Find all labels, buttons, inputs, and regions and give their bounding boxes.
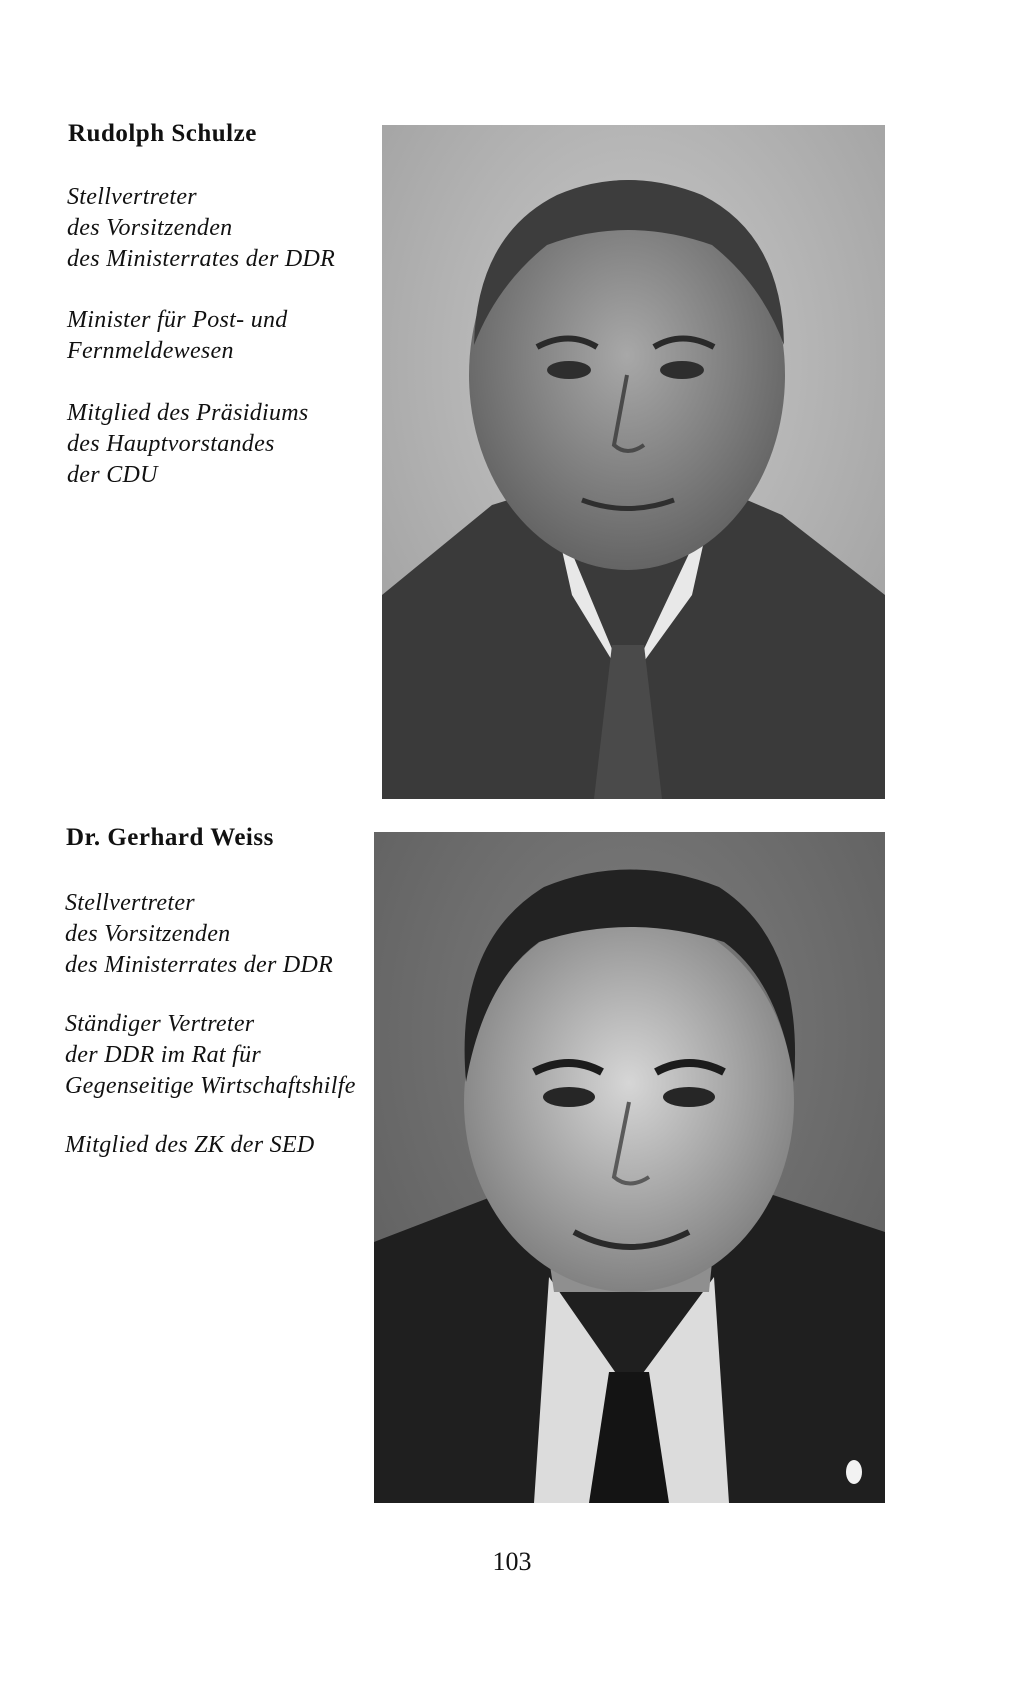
role-text: Stellvertreter des Vorsitzenden des Ministerrates der DDR — [65, 890, 334, 978]
portrait-photo — [374, 832, 885, 1503]
role-text: Mitglied des Präsidiums des Hauptvorstandes der CDU — [67, 400, 309, 488]
portrait-photo-icon — [374, 832, 885, 1503]
person-name: Rudolph Schulze — [68, 120, 257, 147]
role-text: Minister für Post- und Fernmeldewesen — [67, 307, 288, 364]
portrait-photo — [382, 125, 885, 799]
page-number: 103 — [492, 1547, 532, 1576]
role-text: Ständiger Vertreter der DDR im Rat für Gegenseitige Wirtschaftshilfe — [65, 1011, 356, 1099]
role-text: Stellvertreter des Vorsitzenden des Ministerrates der DDR — [67, 184, 336, 272]
role-text: Mitglied des ZK der SED — [65, 1132, 315, 1158]
portrait-photo-icon — [382, 125, 885, 799]
person-name: Dr. Gerhard Weiss — [66, 824, 274, 851]
